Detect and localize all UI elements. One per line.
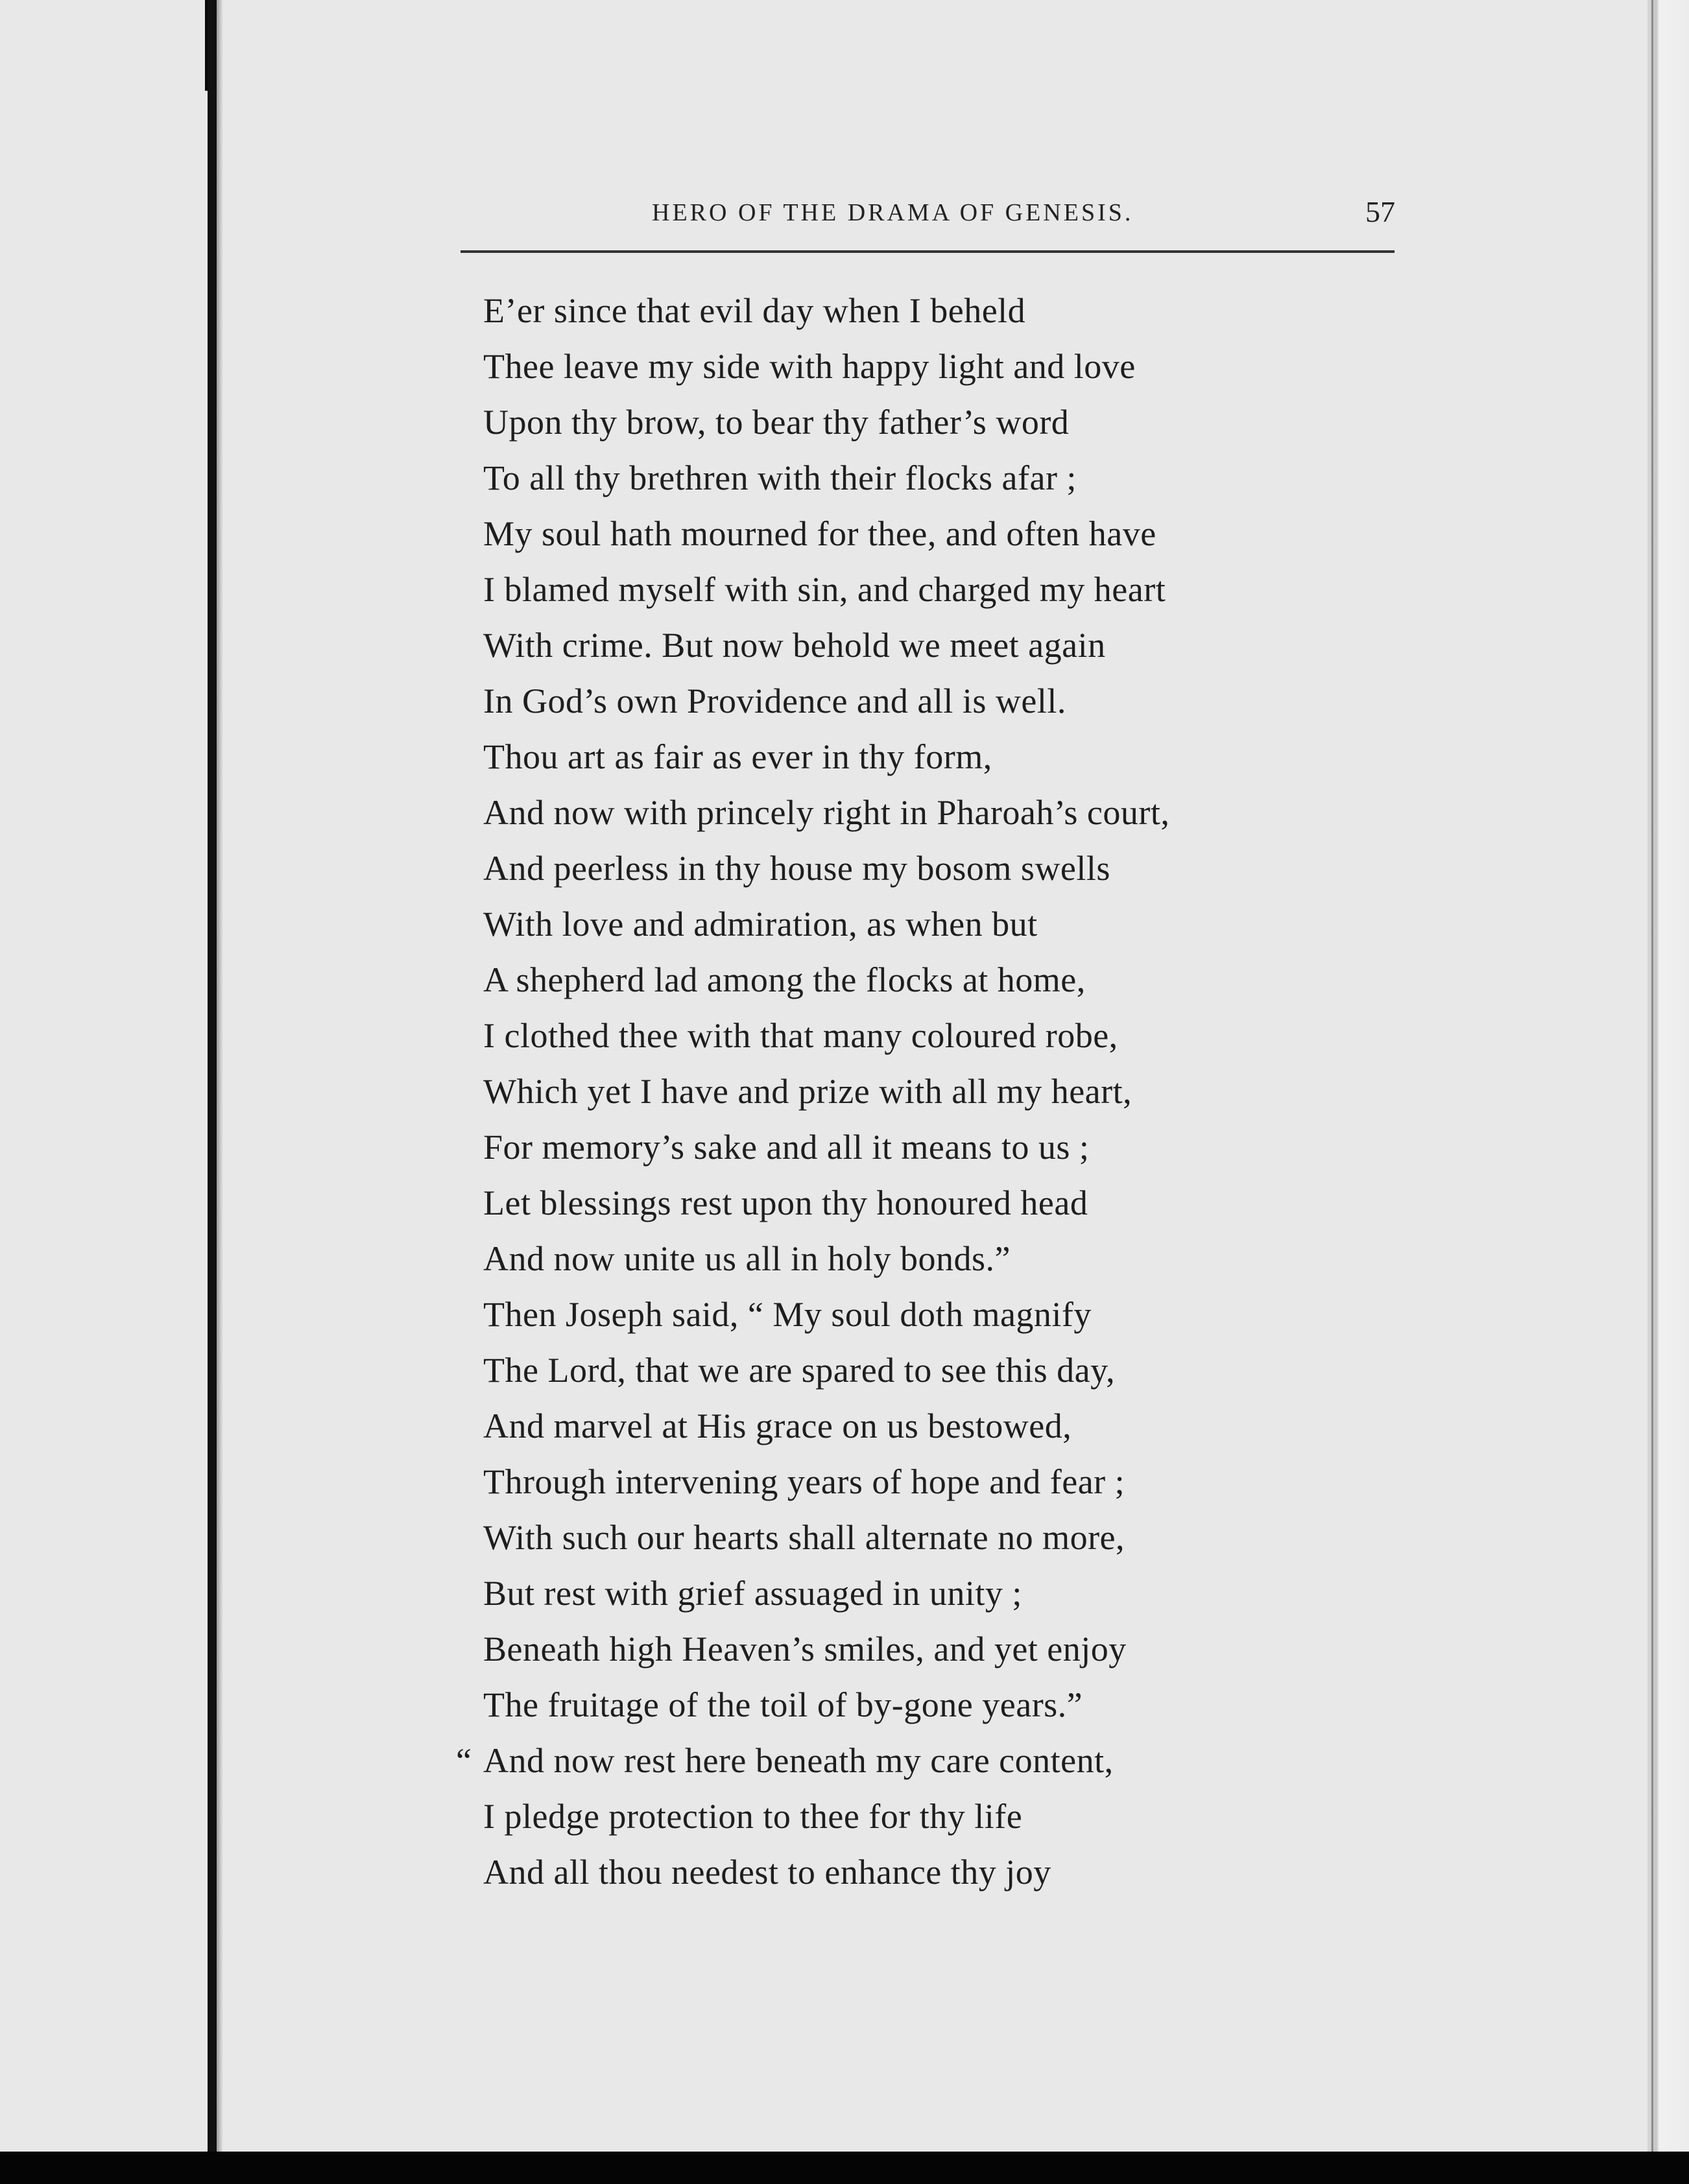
- poem-line-text: I blamed myself with sin, and charged my heart: [483, 570, 1166, 609]
- gutter-shadow: [217, 0, 223, 2152]
- poem-line-text: And all thou needest to enhance thy joy: [483, 1853, 1051, 1892]
- poem-line: [483, 896, 1391, 952]
- poem-line-text: In God’s own Providence and all is well.: [483, 682, 1066, 720]
- poem-line-text: And now with princely right in Pharoah’s court,: [483, 793, 1170, 832]
- poem-line: [483, 1008, 1391, 1063]
- poem-line: [483, 1398, 1391, 1454]
- poem-line: [483, 1677, 1391, 1733]
- running-head: HERO OF THE DRAMA OF GENESIS.: [652, 199, 1134, 226]
- poem-line-quote-mark: “: [456, 1741, 472, 1780]
- poem-line: [483, 1287, 1391, 1342]
- poem-line-text: Then Joseph said, “ My soul doth magnify: [483, 1295, 1092, 1334]
- poem-line: [483, 1231, 1391, 1287]
- scan-bottom-border: [0, 2152, 1689, 2184]
- poem-line: [483, 1175, 1391, 1231]
- poem-line-text: The Lord, that we are spared to see this day,: [483, 1351, 1116, 1390]
- poem-line-text: And marvel at His grace on us bestowed,: [483, 1407, 1072, 1445]
- poem-line-text: With crime. But now behold we meet again: [483, 626, 1106, 665]
- poem-line-text: I pledge protection to thee for thy life: [483, 1797, 1023, 1836]
- poem-line: [483, 840, 1391, 896]
- poem-line: [483, 1621, 1391, 1677]
- poem-line-text: Let blessings rest upon thy honoured head: [483, 1183, 1088, 1222]
- header-rule: [461, 250, 1395, 253]
- poem-line: [483, 785, 1391, 840]
- poem-line: [483, 1565, 1391, 1621]
- poem-line-text: And peerless in thy house my bosom swells: [483, 849, 1110, 888]
- page-edge-line: [1651, 0, 1653, 2152]
- poem-line: [483, 450, 1391, 506]
- poem-line-text: Which yet I have and prize with all my heart,: [483, 1072, 1132, 1111]
- poem-line: [483, 1788, 1391, 1844]
- poem-line-text: A shepherd lad among the flocks at home,: [483, 960, 1086, 999]
- poem-line: [483, 1844, 1391, 1900]
- poem-line: [483, 617, 1391, 673]
- poem-line: [483, 1119, 1391, 1175]
- poem-line: [483, 729, 1391, 785]
- poem-line-text: Thou art as fair as ever in thy form,: [483, 737, 992, 776]
- poem-line-text: With such our hearts shall alternate no more,: [483, 1518, 1125, 1557]
- poem-line-text: To all thy brethren with their flocks afar ;: [483, 458, 1077, 497]
- poem-line: [483, 338, 1391, 394]
- page-number: 57: [1365, 195, 1395, 228]
- poem-line-text: E’er since that evil day when I beheld: [483, 291, 1026, 330]
- poem-line: [483, 283, 1391, 338]
- poem-line: [483, 562, 1391, 617]
- binding-gutter: [208, 0, 217, 2152]
- poem-line-text: Thee leave my side with happy light and love: [483, 347, 1136, 386]
- poem-line: [483, 952, 1391, 1008]
- page-right-edge: [1647, 0, 1689, 2152]
- poem-line-text: And now unite us all in holy bonds.”: [483, 1239, 1011, 1278]
- poem-line: [483, 1063, 1391, 1119]
- poem-line-text: I clothed thee with that many coloured robe,: [483, 1016, 1118, 1055]
- poem-line: [483, 1454, 1391, 1510]
- poem-line: [456, 1733, 1391, 1788]
- poem-line: [483, 394, 1391, 450]
- poem-line-text: Upon thy brow, to bear thy father’s word: [483, 403, 1070, 442]
- poem-line-text: Beneath high Heaven’s smiles, and yet enjoy: [483, 1630, 1127, 1668]
- poem-line-text: And now rest here beneath my care content,: [483, 1741, 1114, 1780]
- poem-line-text: Through intervening years of hope and fear ;: [483, 1462, 1125, 1501]
- poem-line-text: The fruitage of the toil of by-gone years.”: [483, 1685, 1083, 1724]
- poem-body: [456, 283, 1391, 1900]
- poem-line: [483, 506, 1391, 562]
- poem-line: [483, 1342, 1391, 1398]
- poem-line-text: With love and admiration, as when but: [483, 905, 1038, 944]
- poem-line-text: For memory’s sake and all it means to us ;: [483, 1128, 1090, 1167]
- poem-line: [483, 673, 1391, 729]
- poem-line: [483, 1510, 1391, 1565]
- poem-line-text: But rest with grief assuaged in unity ;: [483, 1574, 1022, 1613]
- poem-line-text: My soul hath mourned for thee, and often have: [483, 514, 1156, 553]
